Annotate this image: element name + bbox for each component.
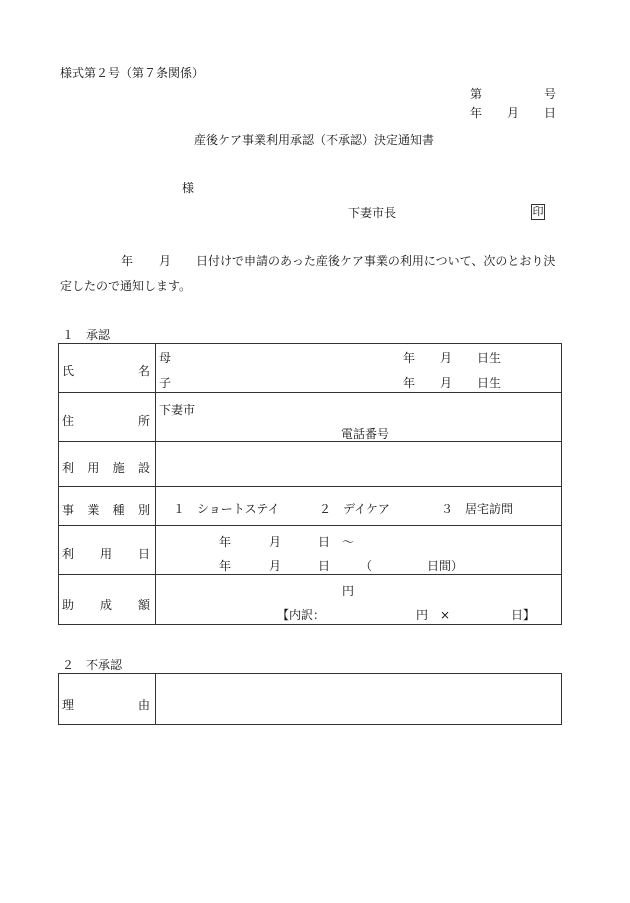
use-from-month: 月 — [269, 535, 282, 549]
service-type-option: １ ショートステイ — [173, 502, 280, 516]
use-date-label: 利 用 日 — [62, 546, 150, 561]
reason-label: 理 由 — [62, 697, 150, 712]
service-type-label: 事 業 種 別 — [62, 502, 150, 517]
body-month: 月 — [159, 254, 172, 268]
section1-heading: １ 承認 — [62, 328, 111, 342]
seal-mark: 印 — [532, 205, 544, 218]
use-to-month: 月 — [269, 559, 282, 573]
use-from-year: 年 — [219, 535, 232, 549]
date-year: 年 — [470, 106, 483, 120]
body-line2: 定したので通知します。 — [60, 279, 192, 293]
row-divider — [58, 441, 562, 442]
doc-number-suffix: 号 — [544, 87, 557, 101]
breakdown-yen: 円 × — [416, 608, 451, 622]
child-birth-month: 月 — [440, 376, 453, 390]
breakdown-close: 日】 — [511, 608, 536, 622]
body-line1: 日付けで申請のあった産後ケア事業の利用について、次のとおり決 — [196, 254, 556, 268]
use-to-year: 年 — [219, 559, 232, 573]
days-close: 日間） — [427, 559, 464, 573]
rejection-table-divider — [155, 673, 156, 725]
child-birth-year: 年 — [403, 376, 416, 390]
phone-label: 電話番号 — [341, 427, 390, 441]
row-divider — [58, 574, 562, 575]
document-title: 産後ケア事業利用承認（不承認）決定通知書 — [194, 133, 435, 147]
subsidy-yen: 円 — [342, 584, 355, 598]
date-month: 月 — [507, 106, 520, 120]
days-open-paren: （ — [360, 559, 373, 573]
body-year: 年 — [121, 254, 134, 268]
use-from-day: 日 ～ — [318, 535, 355, 549]
mother-birth-month: 月 — [440, 351, 453, 365]
service-type-option: ２ デイケア — [319, 502, 390, 516]
child-birth-day: 日生 — [477, 376, 502, 390]
mother-birth-day: 日生 — [477, 351, 502, 365]
form-number: 様式第２号（第７条関係） — [60, 66, 205, 80]
use-to-day: 日 — [318, 559, 331, 573]
addressee-suffix: 様 — [182, 181, 195, 195]
mother-label: 母 — [159, 351, 172, 365]
row-divider — [58, 525, 562, 526]
name-label: 氏 名 — [62, 363, 150, 378]
date-day: 日 — [544, 106, 557, 120]
issuer-name: 下妻市長 — [348, 206, 397, 220]
service-type-option: ３ 居宅訪問 — [441, 502, 514, 516]
subsidy-label: 助 成 額 — [62, 597, 150, 612]
row-divider — [58, 486, 562, 487]
row-divider — [58, 392, 562, 393]
address-label: 住 所 — [62, 413, 150, 428]
section2-heading: ２ 不承認 — [62, 658, 123, 672]
doc-number-prefix: 第 — [470, 87, 483, 101]
mother-birth-year: 年 — [403, 351, 416, 365]
breakdown-open: 【内訳： — [277, 608, 326, 622]
facility-label: 利 用 施 設 — [62, 460, 150, 475]
approval-table-divider — [155, 343, 156, 625]
child-label: 子 — [159, 376, 172, 390]
address-value: 下妻市 — [159, 403, 196, 417]
